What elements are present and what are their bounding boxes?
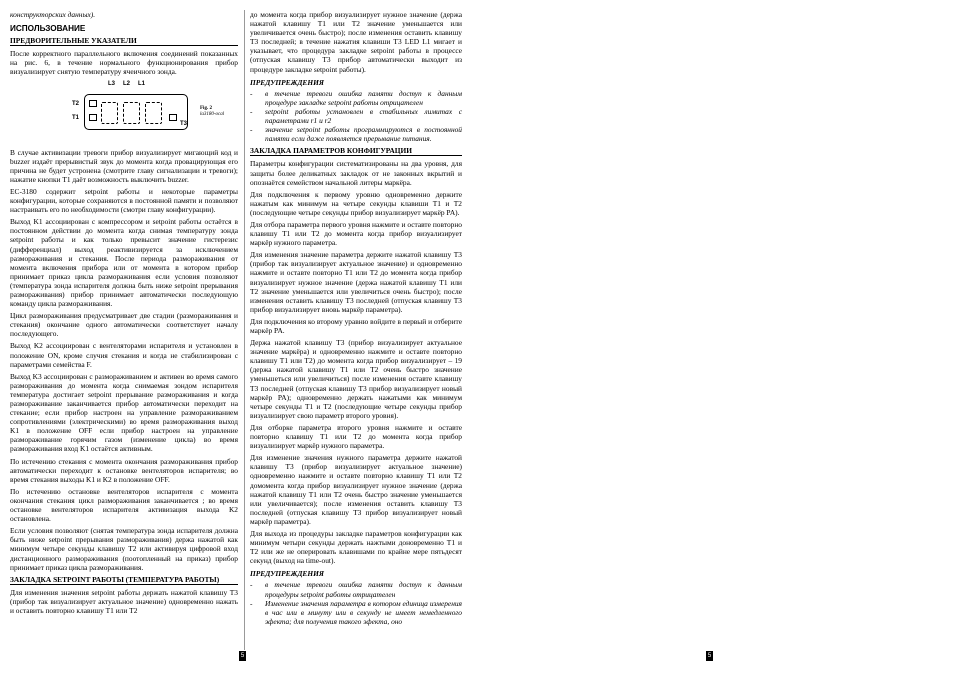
left-page-number: 5 (240, 653, 245, 659)
t1-button-icon (89, 114, 97, 121)
display-figure (10, 80, 238, 144)
figure-code: la3180-ocal (200, 111, 225, 117)
list-item: - значение setpoint работы программируются в постоянной памяти если даже появляется прерывание питания. (250, 125, 462, 143)
paragraph: Для подключения ко второму уравню войдите в первый и отберите маркёр PA. (250, 316, 462, 335)
paragraph: По истечению стекания с момента окончания размораживания прибор автоматически переходит к остановке вентеляторов испарителя; во время стекания выходы K1 и K2 в положение OFF. (10, 456, 238, 484)
paragraph: В случае активизации тревоги прибор визуализирует мигающий код и buzzer издаёт прерывистый звук до момента когда провацирующая его причина не будет устронена (смотрите главу сигнализации и тревоги); нажатие кнопки T1 даёт возможность выключить buzzer. (10, 147, 238, 184)
display-outline (84, 94, 188, 130)
config-section-title: ЗАКЛАДКА ПАРАМЕТРОВ КОНФИГУРАЦИИ (250, 146, 462, 156)
list-item: - setpoint работы установлен в стабильных лимитах с параметрами r1 и r2 (250, 107, 462, 125)
right-column (250, 10, 462, 629)
list-item: - Изменение значения параметра в котором единица измерения в час или в минуту или в секунду не имеет немедленного эфекта; для получения такого эфекта, оно (250, 599, 462, 626)
sub-title: ПРЕДВОРИТЕЛЬНЫЕ УКАЗАТЕЛИ (10, 36, 238, 46)
led-l1-label: L1 (138, 80, 146, 87)
paragraph: Если условия позволяют (снятая температура зонда испарителя должна быть ниже setpoint прерывания размораживания) держа нажатой как минимум четыре секунды клавишу T2 или активируя цифровой вход дистанционного размораживания (поотопленный на приказ) прибор принимает приказ цикла размораживания. (10, 526, 238, 572)
figure-caption (200, 106, 224, 118)
paragraph: Для изменения значение параметра держите нажатой клавишу T3 (прибор так визуализирует актуальное значение) и одновременно нажмите и оставте повторно T1 или T2 до момента когда прибор визуализирует нужное значение (держа нажатой клавишу T1 или T2 значение уменьшается или увеличиться очень быстро); после изменения оставить клавишу T3 последней (отпуская клавишу T3 прибор визуализирует вновь маркёр параметра). (250, 250, 462, 314)
top-line: конструкторских данных). (10, 10, 96, 19)
paragraph: Выход K2 ассоциирован с вентеляторами испарителя и установлен в положение ON, кроме случия стекания и когда не стабилизирован с параметрами семейства F. (10, 341, 238, 369)
setpoint-paragraph: Для изменения значения setpoint работы держать нажатой клавишу T3 (прибор так визуализирует актуальное значение) одновременно нажать и оставить повторно клавишу T1 или T2 (10, 587, 238, 615)
warnings-list (250, 89, 462, 144)
t3-button-icon (169, 114, 177, 121)
key-t2-label: T2 (72, 100, 80, 107)
digit-3-icon (145, 102, 162, 124)
paragraph: Для отборке параметра второго уровня нажмите и оставте повторно клавишу T1 или T2 до момента когда прибор визуализирует маркёр нужного параметра. (250, 422, 462, 451)
paragraph: Для подключения к первому уровню одновременно держите нажатым как минимум на четыре секунды клавиши T1 и T2 (последующие четыре секунды прибор визуализирует маркёр PA). (250, 189, 462, 217)
section-title: ИСПОЛЬЗОВАНИЕ (10, 24, 86, 34)
paragraph: Параметры конфигурации систематизированы на два уровня, для защиты более деликатных закладок от не законных вкрытий и опознаётся семейством начальной литеры маркёра. (250, 159, 462, 187)
column-divider (244, 10, 245, 650)
paragraph: Цикл размораживания предусматривает две стадии (размораживания и стекания) окончание одного автоматически соответствует началу последующего. (10, 311, 238, 339)
warnings-list-2 (250, 580, 462, 625)
left-column (10, 10, 238, 618)
led-l3-label: L3 (108, 80, 116, 87)
paragraph: Для изменение значения нужного параметра держите нажатой клавишу T3 (прибор визуализирует актуальное значение) одновременно нажмите и оставте повторно клавишу T1 или T2 домомента когда прибор визуализирует нужное значение (держа нажатой клавишу T1 или T2 очень быстро значение уменьшается или увеличивается); после изменения оставить клавишу T3 последней (отпуская клавишу T3 прибор визуализирует новый маркёр параметра). (250, 453, 462, 526)
digit-1-icon (101, 102, 118, 124)
setpoint-section-title: ЗАКЛАДКА SETPOINT РАБОТЫ (ТЕМПЕРАТУРА РАБОТЫ) (10, 575, 238, 585)
figure-number: Fig. 2 (200, 105, 212, 111)
paragraph: EC-3180 содержит setpoint работы и некоторые параметры конфигурации, которые сохраняются в постоянной памяти и позволяют настраивать его по необходимости (смотри главу конфигурации). (10, 186, 238, 215)
list-item: - в течение тревоги ошибка памяти доступ к данным процедуры setpoint работы отрицателен (250, 580, 462, 598)
continued-paragraph: до момента когда прибор визуализирует нужное значение (держа нажатой клавишу T1 или T2 значение уменьшается или увеличивается очень быстро); после изменения оставить клавишу T3 последней; в течение нажатия клавиши T3 LED L1 мигает и указывает, что процедура закладке setpoint работы в процессе (отпуская клавишу T3 прибор автоматически выходит из процедуре закладке setpoint работы). (250, 10, 462, 74)
paragraph: Для выхода из процедуры закладке параметров конфигурации как минимум четыри секунды держать нажтыми доновременно T1 и T2 или же не оперировать клавишами по крайне мере пятьдесят секунд (выход на time-out). (250, 528, 462, 566)
key-t1-label: T1 (72, 114, 80, 121)
paragraph: Выход K1 ассоциирован с компрессором и setpoint работы остаётся в постоянном действии до момента когда снимая температуру зонда setpoint работы и как только превысит значение гистерезис (дифференциал) выход реактивизируется за исключением размораживания и стекания. После периода размораживания от момента включения прибора или от момента в котором прибор принимает приказ цикла размораживания если условия позволяют (температура зонда испарителя должна быть ниже setpoint прерывания размораживания) прибор принимает автоматически последующую команду цикла размораживания. (10, 217, 238, 309)
intro-paragraph: После корректного параллельного включения соединений показанных на рис. 6, в течение нормального функционирования прибор визуализирует снятую температуру ячеичного зонда. (10, 49, 238, 77)
key-t3-label: T3 (180, 120, 188, 127)
t2-button-icon (89, 100, 97, 107)
right-page-number: 5 (707, 653, 712, 659)
digit-2-icon (123, 102, 140, 124)
paragraph: Выход K3 ассоциирован с размораживанием и активен во время самого размораживания до момента когда снимаемая зондом испарителя температура достигает setpoint прерывание размораживания и когда размораживание заканчивается прибор автоматически переходит на стекание; если прибор настроен на управление размораживанием сопротивлениями (электрическими) во время размораживания выход K1 в положение OFF если прибор настроен на управление размораживание горячим газом (изменение цикла) во время размораживания вход K1 остаётся активным. (10, 371, 238, 454)
warnings-title-2: ПРЕДУПРЕЖДЕНИЯ (250, 569, 324, 579)
paragraph: Держа нажатой клавишу T3 (прибор визуализирует актуальное значение маркёра) и одновременно нажмите и оставте повторно клавишу T1 или T2) до момента когда прибор визуализирует – 19 (держа нажатой клавишу T1 или T2 очень быстро значение уменьшеться или увеличиться) после изменения оставте клавишу T3 последней (отпуская клавишу T3 прибор визуализирует новый маркёр PA); одновременно держать нажатыми как минимум четыре секунды T1 и T2 (последующие четыре секунды прибор визуализирует свою параметр второго уровня). (250, 338, 462, 420)
paragraph: По истечению остановке вентеляторов испарителя с момента окончания стекания цикл размораживания заканчивается ; во время остановке вентеляторов испарителя активизация выхода K2 остановлена. (10, 486, 238, 524)
led-l2-label: L2 (123, 80, 131, 87)
list-item: - в течение тревоги ошибка памяти доступ к данным процедуре закладке setpoint работы отрицателен (250, 89, 462, 107)
warnings-title: ПРЕДУПРЕЖДЕНИЯ (250, 77, 324, 87)
paragraph: Для отбора параметра первого уровня нажмите и оставте повторно клавишу T1 или T2 до момента когда прибор визуализирует маркёр нужного параметра. (250, 219, 462, 248)
